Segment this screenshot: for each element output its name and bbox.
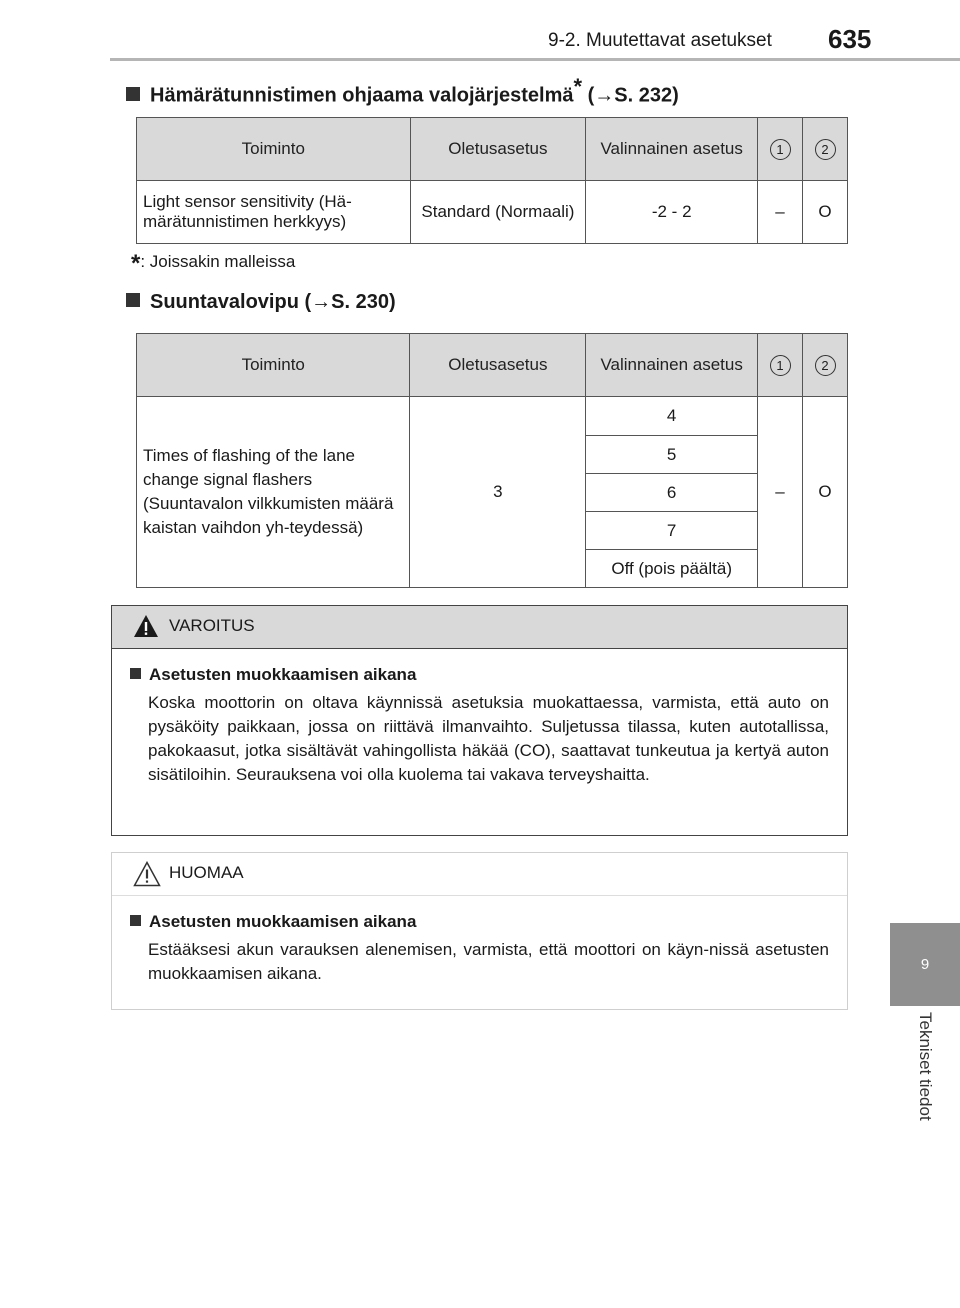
square-bullet-icon	[126, 87, 140, 101]
section2-title: Suuntavalovipu	[150, 291, 299, 313]
col-header-1	[758, 334, 803, 397]
col-header-default: Oletusasetus	[410, 118, 586, 181]
cell-function: Light sensor sensitivity (Hä-märätunnistimen herkkyys)	[137, 181, 411, 244]
warning-subheading-text: Asetusten muokkaamisen aikana	[149, 665, 417, 684]
notice-box	[111, 852, 848, 1010]
notice-text: Estääksesi akun varauksen alenemisen, varmista, että moottori on käyn-nissä asetusten muokkaamisen aikana.	[148, 940, 829, 983]
ref-open-paren: (	[304, 291, 312, 313]
col-header-2	[803, 118, 848, 181]
col-header-optional: Valinnainen asetus	[586, 118, 758, 181]
col-header-default: Oletusasetus	[410, 334, 586, 397]
ref-open-paren: (	[587, 84, 595, 107]
warning-triangle-icon	[133, 614, 159, 638]
square-bullet-icon	[130, 915, 141, 926]
section2-heading	[126, 291, 396, 314]
col-header-function: Toiminto	[137, 118, 411, 181]
section1-ref: S. 232)	[614, 84, 679, 107]
cell-option: 4	[586, 397, 758, 436]
chapter-tab-number: 9	[890, 923, 960, 1006]
page-number: 635	[828, 24, 872, 54]
cell-col1: –	[758, 397, 803, 588]
notice-body	[112, 896, 847, 1000]
warning-box	[111, 605, 848, 836]
section1-title: Hämärätunnistimen ohjaama valojärjestelmä	[150, 84, 574, 107]
col-header-1	[758, 118, 803, 181]
circled-2-icon: 2	[815, 355, 836, 376]
caution-triangle-icon	[133, 861, 161, 887]
notice-subheading-text: Asetusten muokkaamisen aikana	[149, 912, 417, 931]
cell-col2: O	[803, 397, 848, 588]
col-header-function: Toiminto	[137, 334, 410, 397]
circled-2-icon: 2	[815, 139, 836, 160]
footnote	[131, 250, 295, 278]
cell-option: Off (pois päältä)	[586, 550, 758, 588]
cell-option: 7	[586, 512, 758, 550]
header-rule	[110, 58, 960, 61]
arrow-right-icon: →	[311, 291, 332, 313]
chapter-tab-label	[890, 1012, 960, 1152]
section-header: 9-2. Muutettavat asetukset	[548, 30, 772, 51]
square-bullet-icon	[130, 668, 141, 679]
footnote-asterisk: *	[131, 250, 141, 277]
section2-ref: S. 230)	[331, 291, 396, 313]
col-header-optional: Valinnainen asetus	[586, 334, 758, 397]
section1-table	[136, 117, 848, 244]
section1-heading	[126, 74, 679, 108]
footnote-text: : Joissakin malleissa	[140, 252, 296, 271]
warning-header	[112, 606, 847, 649]
circled-1-icon: 1	[770, 355, 791, 376]
notice-subheading	[130, 910, 829, 934]
notice-header	[112, 853, 847, 896]
cell-optional: -2 - 2	[586, 181, 758, 244]
cell-option: 6	[586, 474, 758, 512]
section2-table	[136, 333, 848, 588]
warning-subheading	[130, 663, 829, 687]
cell-option: 5	[586, 436, 758, 474]
cell-function: Times of flashing of the lane change signal flashers (Suuntavalon vilkkumisten määrä kaistan vaihdon yh-teydessä)	[137, 397, 410, 588]
cell-col2: O	[803, 181, 848, 244]
col-header-2	[803, 334, 848, 397]
cell-col1: –	[758, 181, 803, 244]
cell-default: 3	[410, 397, 586, 588]
cell-default: Standard (Normaali)	[410, 181, 586, 244]
warning-title: VAROITUS	[169, 616, 255, 635]
arrow-right-icon: →	[594, 84, 615, 107]
warning-body	[112, 649, 847, 801]
chapter-tab-label-text: Tekniset tiedot	[916, 1012, 935, 1121]
circled-1-icon: 1	[770, 139, 791, 160]
notice-title: HUOMAA	[169, 863, 244, 882]
warning-text: Koska moottorin on oltava käynnissä asetuksia muokattaessa, varmista, että auto on pysäköity paikkaan, jossa on riittävä ilmanvaihto. Suljetussa tilassa, kuten autotallissa, pakokaasut, jotka sisältävät vahingollista häkää (CO), saattavat tunkeutua ja kertyä auton sisätiloihin. Seurauksena voi olla kuolema tai vakava terveyshaitta.	[148, 693, 829, 784]
square-bullet-icon	[126, 293, 140, 307]
asterisk-mark: *	[573, 74, 583, 99]
